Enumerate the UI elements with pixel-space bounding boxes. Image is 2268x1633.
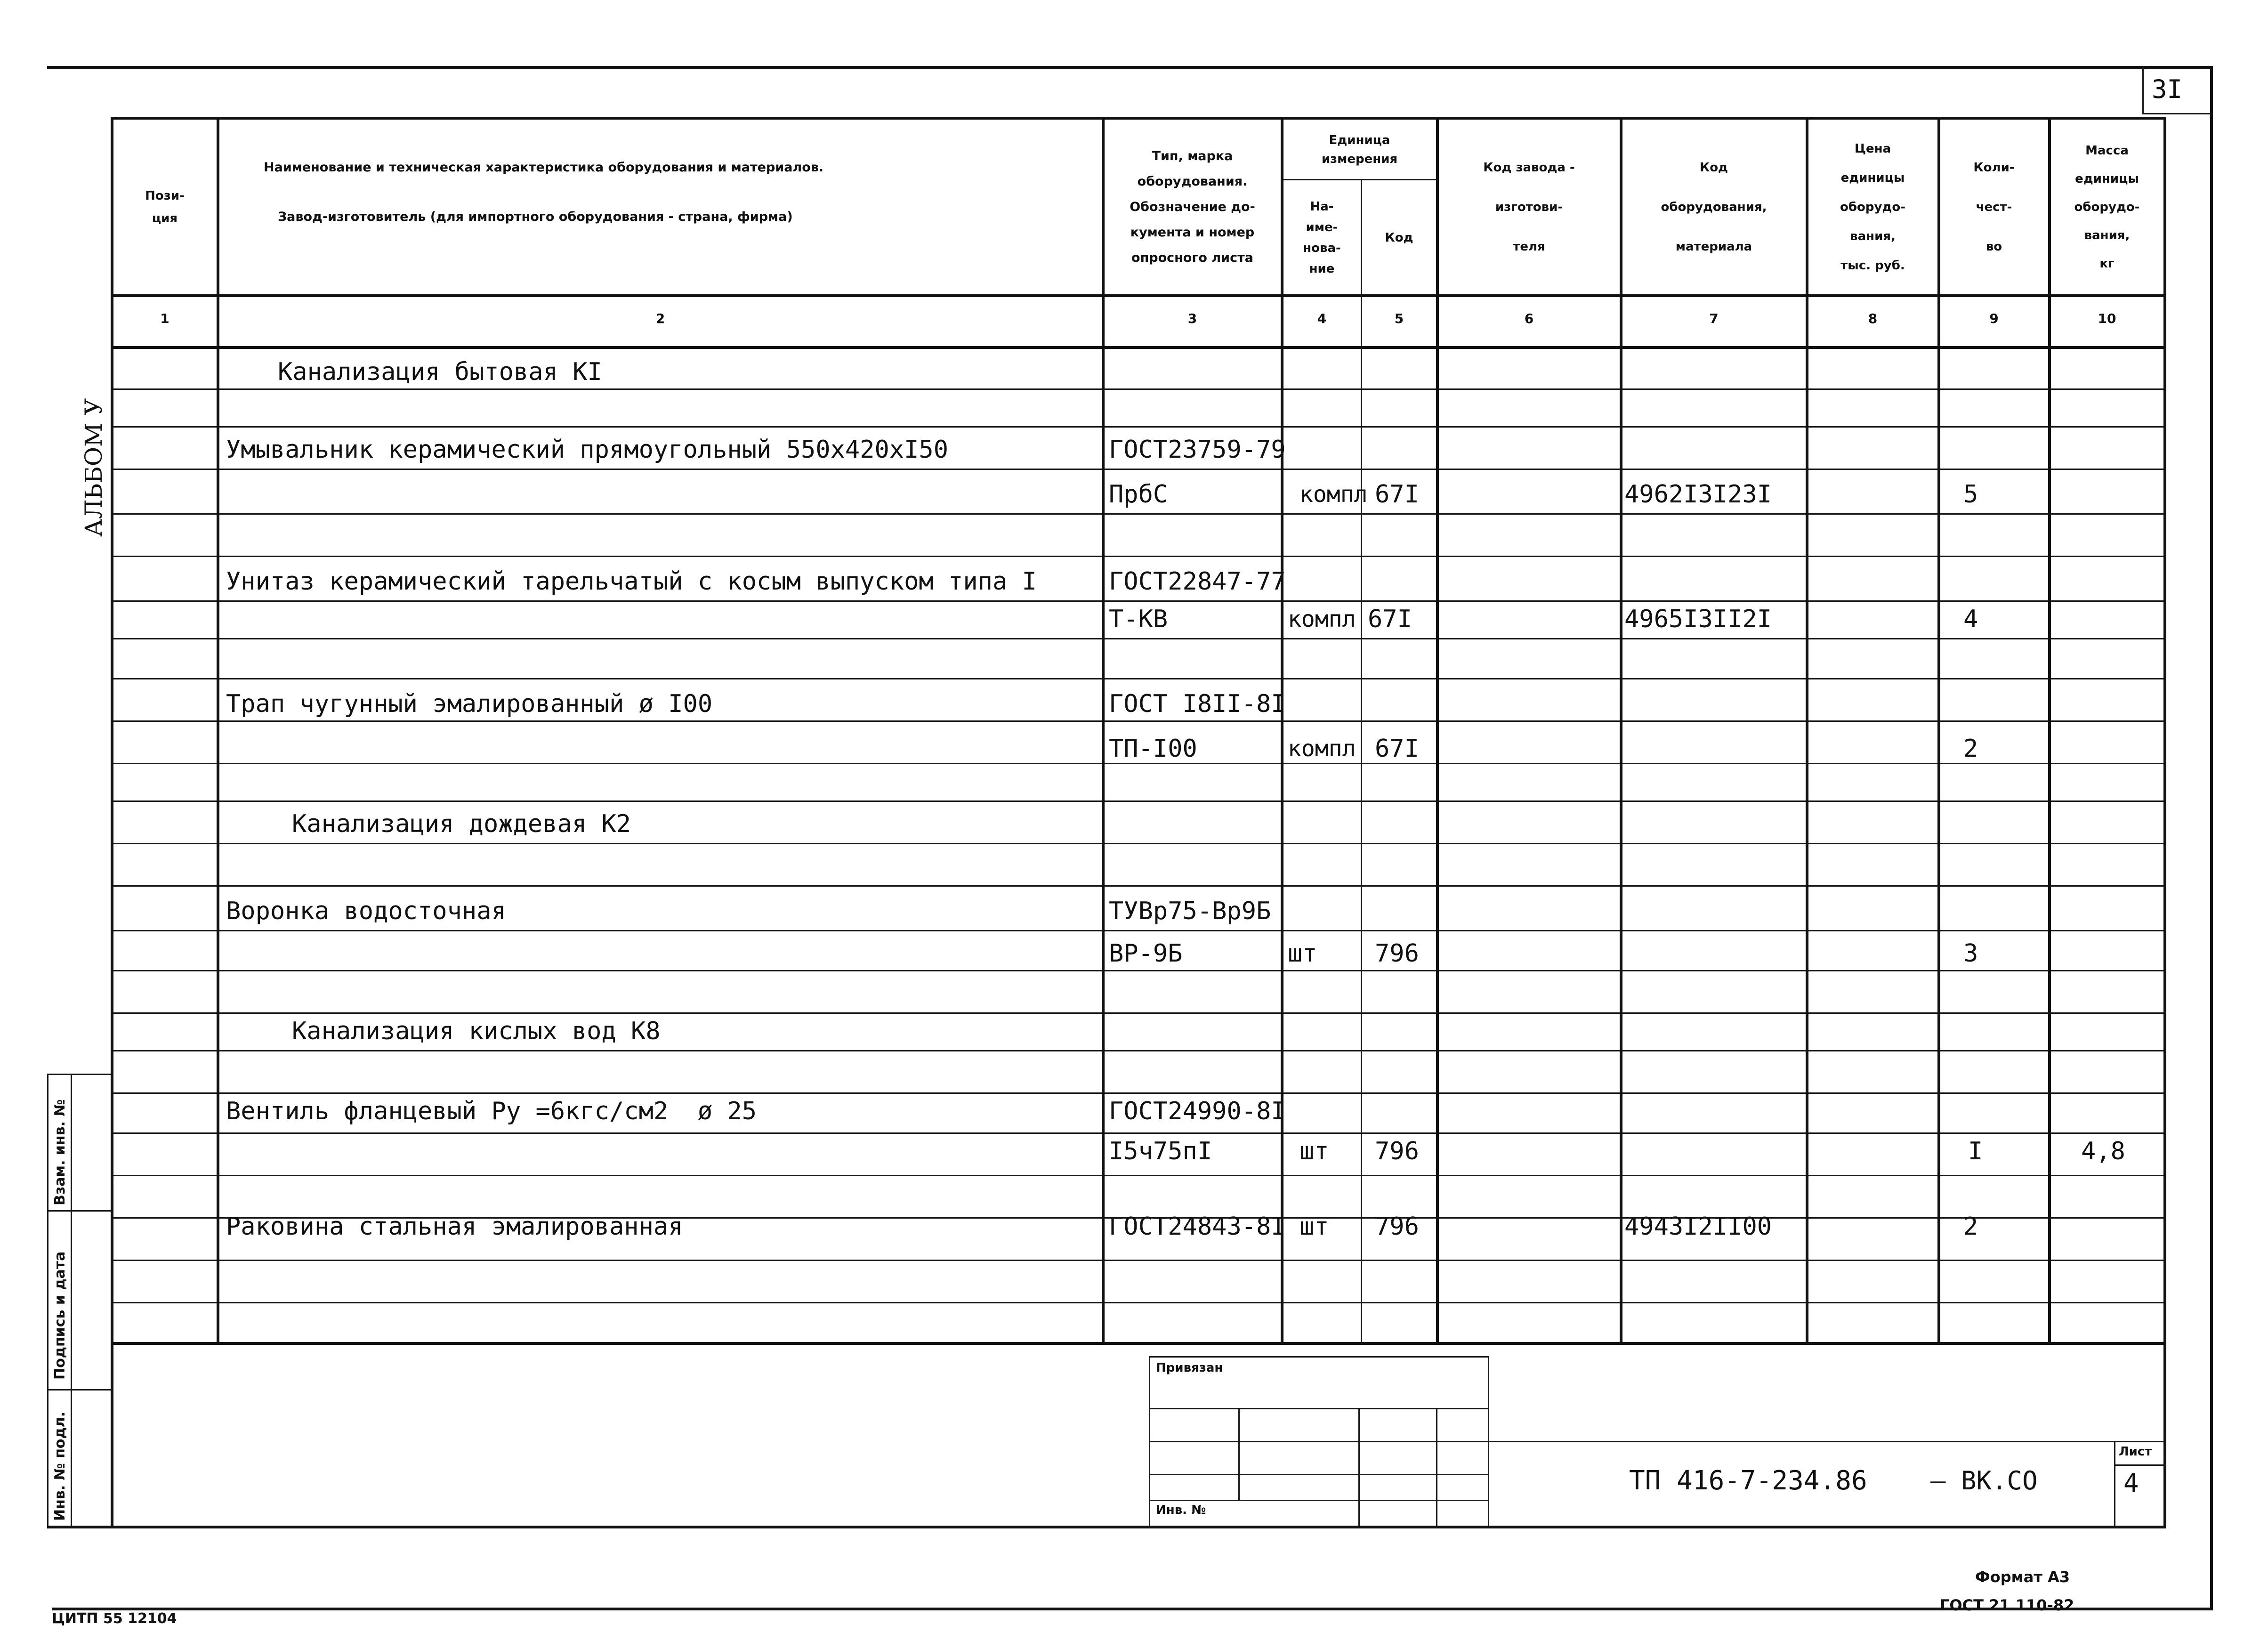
header-factory-code: Код завода - изготови- теля [1483, 161, 1575, 254]
item-unit: шт [1288, 939, 1317, 968]
col-number-10: 10 [2098, 311, 2116, 326]
section-title: Канализация бытовая КI [278, 358, 602, 386]
stamp-attached: Привязан [1156, 1361, 1223, 1375]
item-equipment-code: 4962I3I23I [1624, 480, 1772, 509]
item-type: ГОСТ24843-8I [1109, 1213, 1286, 1241]
item-quantity: 4 [1963, 605, 1978, 633]
item-type: ГОСТ24990-8I [1109, 1097, 1286, 1125]
header-unit-code: Код [1385, 231, 1413, 245]
item-unit-code: 796 [1375, 1137, 1419, 1165]
item-type: ГОСТ I8II-8I [1109, 690, 1286, 718]
header-bottom [111, 294, 2163, 297]
item-type: ТП-I00 [1109, 735, 1197, 763]
header-price: Цена единицы оборудо- вания, тыс. руб. [1840, 142, 1906, 273]
header-quantity: Коли- чест- во [1973, 161, 2015, 254]
col-number-7: 7 [1709, 311, 1719, 326]
item-unit-code: 67I [1375, 735, 1419, 763]
item-equipment-code: 4943I2II00 [1624, 1213, 1772, 1241]
col-line-0 [111, 117, 113, 1527]
item-unit-code: 796 [1375, 939, 1419, 968]
col-number-8: 8 [1868, 311, 1878, 326]
header-mass: Масса единицы оборудо- вания, кг [2074, 144, 2140, 271]
col-number-4: 4 [1317, 311, 1327, 326]
item-type: ТУВр75-Вр9Б [1109, 897, 1271, 925]
col-number-6: 6 [1524, 311, 1534, 326]
header-equipment-code: Код оборудования, материала [1661, 161, 1767, 254]
section-title: Канализация дождевая К2 [292, 810, 631, 838]
section-title: Канализация кислых вод К8 [292, 1017, 661, 1045]
page-number: 3I [2152, 74, 2183, 104]
item-name: Раковина стальная эмалированная [226, 1213, 683, 1241]
item-equipment-code: 4965I3II2I [1624, 605, 1772, 633]
item-quantity: I [1968, 1137, 1983, 1165]
item-name: Трап чугунный эмалированный ø I00 [226, 690, 713, 718]
frame-right [2210, 66, 2213, 1610]
document-code: ТП 416-7-234.86 [1629, 1465, 1867, 1496]
stamp-inv-no: Инв. № [1156, 1503, 1206, 1517]
item-type: ПрбС [1109, 480, 1168, 509]
header-name-line2: Завод-изготовитель (для импортного оборудования - страна, фирма) [278, 210, 793, 224]
frame-bottom [52, 1608, 2213, 1610]
item-quantity: 2 [1963, 735, 1978, 763]
sheet-number: 4 [2123, 1468, 2139, 1498]
col-number-5: 5 [1394, 311, 1404, 326]
table-bottom [111, 1342, 2163, 1345]
col-number-2: 2 [655, 311, 665, 326]
item-type: ГОСТ23759-79 [1109, 436, 1286, 464]
document-suffix: — ВК.СО [1930, 1466, 2038, 1496]
side-label-sign: Подпись и дата [52, 1251, 68, 1380]
item-unit-code: 67I [1375, 480, 1419, 509]
table-top [111, 117, 2163, 120]
item-unit: компл [1288, 606, 1356, 632]
item-unit: шт [1299, 1213, 1329, 1241]
footer-format: Формат А3 [1975, 1568, 2070, 1586]
album-label: АЛЬБОМ У [80, 398, 107, 537]
item-unit: компл [1288, 736, 1356, 762]
col-number-3: 3 [1187, 311, 1197, 326]
header-unit-name: На- име- нова- ние [1303, 200, 1341, 276]
footer-left: ЦИТП 55 12104 [52, 1610, 177, 1627]
col-number-9: 9 [1989, 311, 1999, 326]
item-type: ГОСТ22847-77 [1109, 567, 1286, 596]
item-type: Т-КВ [1109, 605, 1168, 633]
header-unit-group: Единица измерения [1321, 133, 1398, 166]
frame-top [47, 66, 2213, 69]
item-name: Унитаз керамический тарельчатый с косым выпуском типа I [226, 567, 1037, 596]
item-mass: 4,8 [2081, 1137, 2125, 1165]
col-number-1: 1 [160, 311, 169, 326]
footer-standard: ГОСТ 21.110-82 [1940, 1596, 2074, 1614]
item-quantity: 2 [1963, 1213, 1978, 1241]
item-type: I5ч75пI [1109, 1137, 1212, 1165]
stamp-bottom [47, 1526, 2166, 1528]
header-name-line1: Наименование и техническая характеристика оборудования и материалов. [264, 160, 824, 175]
item-name: Умывальник керамический прямоугольный 550х420хI50 [226, 436, 949, 464]
item-unit: компл [1299, 481, 1368, 508]
numbers-bottom [111, 346, 2163, 349]
item-quantity: 5 [1963, 480, 1978, 509]
header-type: Тип, марка оборудования. Обозначение до- кумента и номер опросного листа [1130, 149, 1255, 265]
item-unit-code: 67I [1368, 605, 1412, 633]
item-unit-code: 796 [1375, 1213, 1419, 1241]
sheet-label: Лист [2119, 1445, 2152, 1459]
item-type: ВР-9Б [1109, 939, 1183, 968]
item-unit: шт [1299, 1137, 1329, 1165]
header-position: Пози- ция [145, 189, 185, 226]
item-name: Воронка водосточная [226, 897, 506, 925]
side-label-inv: Инв. № подл. [52, 1411, 68, 1521]
item-quantity: 3 [1963, 939, 1978, 968]
item-name: Вентиль фланцевый Ру =6кгс/см2 ø 25 [226, 1097, 757, 1125]
side-label-replace: Взам. инв. № [52, 1099, 68, 1205]
